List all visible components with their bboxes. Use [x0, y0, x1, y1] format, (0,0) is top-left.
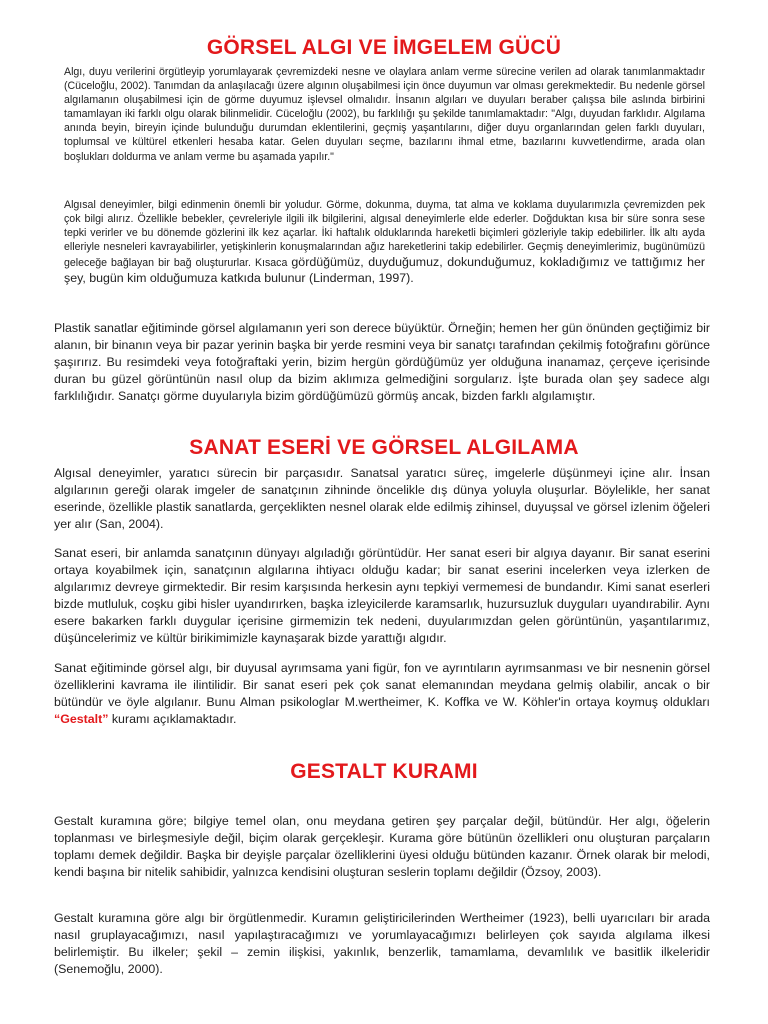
paragraph-algi-tanimi: Algı, duyu verilerini örgütleyip yorumlayarak çevremizdeki nesne ve olaylara anlam verme sürecine verilen ad olarak tanımlanmaktadır (Cüceloğlu, 2002). Tanımdan da anlaşılacağı üzere algının oluşabilmesi için önce duyumun var olması gerekmektedir. Bu nedenle görsel algılamanın oluşabilmesi için de görme duyumuz işlevsel olmalıdır. İnsanın algıları ve duyuları beraber çalışsa bile aslında birbirini tamamlayan iki farklı olgu olarak bilinmelidir. Cüceloğlu (2002), bu farklılığı şu şekilde tanımlamaktadır: "Algı, duyudan farklıdır. Algılama anında beyin, bireyin içinde bulunduğu durumdan eklentilerini, geçmiş yaşantılarını, diğer duyu organlarından gelen farklı duyuları, toplumsal ve kültürel etkenleri hesaba katar. Gelen duyuları seçme, bazılarını ihmal etme, bazılarını kuvvetlendirme, arada olan boşlukları doldurma ve anlam verme bu aşamada yapılır." [64, 66, 705, 163]
paragraph-algisal-deneyimler-part2: gördüğümüz, duyduğumuz, dokunduğumuz, kokladığımız ve tattığımız her şey, bugün kim olduğumuza katkıda bulunur (Linderman, 1997). [64, 255, 705, 286]
paragraph-sanat-egitimi-text: Sanat eğitiminde görsel algı, bir duyusal ayrımsama yani figür, fon ve ayrıntıların ayrımsanması ve bir nesnenin görsel özelliklerini kavrama ile ilintilidir. Bir sanat eseri pek çok sanat elemanından meydana gelmiş olabilir, ancak o bir bütündür ve öyle algılanır. Bunu Alman psikologlar M.wertheimer, K. Koffka ve W. Köhler'in ortaya koymuş oldukları [54, 661, 710, 709]
paragraph-sanat-egitimi-end: kuramı açıklamaktadır. [111, 711, 237, 726]
paragraph-algisal-deneyimler-part1: Algısal deneyimler, bilgi edinmenin önemli bir yoludur. Görme, dokunma, duyma, tat alma ve koklama duyularımızla çevremizden pek çok bilgi alırız. Özellikle bebekler, çevreleriyle ilgili ilk bilgilerini, algısal deneyimlerle elde ederler. Doğduktan kısa bir süre sonra sese tepki verirler ve bu dönemde gözlerini ilk kez açarlar. İki haftalık olduklarında hareketli biçimleri gözleriyle takip edebilirler. İlk altı ayda elleriyle nesneleri kavrayabilirler, yetişkinlerin konuşmalarından ağız hareketlerini takip edebilirler. Geçmiş deneyimlerimiz, bugünümüzü geleceğe bağlayan bir bağ oluştururlar. Kısaca [64, 199, 705, 270]
gestalt-highlight: “Gestalt” [54, 711, 109, 726]
section-title-gestalt: GESTALT KURAMI [290, 760, 478, 783]
paragraph-plastik-sanatlar: Plastik sanatlar eğitiminde görsel algılamanın yeri son derece büyüktür. Örneğin; hemen her gün önünden geçtiğimiz bir alanın, bir binanın veya bir pazar yerinin başka bir yerde resmini veya bir sanatçı tarafından çekilmiş fotoğrafını görünce şaşırırız. Bu resimdeki veya fotoğraftaki yerin, bizim hergün gördüğümüz yer olduğuna inanamaz, çerçeve içerisinde duran bu güzel görüntünün nasıl olup da bizim aklımıza gelmediğini sorgularız. İşte burada olan şey sadece algı farklılığıdır. Sanatçı görme duyularıyla bizim gördüğümüzü görmüş ancak, bizden farklı algılamıştır. [54, 321, 710, 403]
paragraph-sanat-egitimi [54, 660, 710, 728]
paragraph-sanat-eseri-algi: Sanat eseri, bir anlamda sanatçının dünyayı algıladığı görüntüdür. Her sanat eseri bir algıya dayanır. Bir sanat eserini ortaya koyabilmek için, sanatçının algılarına ihtiyacı olduğu kadar; bir sanat eserini incelerken veya izlerken de algılarımız devreye girmektedir. Bir resim karşısında herkesin aynı tepkiyi vermemesi de bundandır. Kimi sanat eserleri bizde mutluluk, coşku gibi hisler uyandırırken, başka izleyicilerde karamsarlık, huzursuzluk duyguları uyandırabilir. Aynı esere bakarken farklı duygular içerisine girmemizin tek nedeni, duyularımızdan gelen görüntünün, yaşantılarımız, düşüncelerimiz ve kültür birikimimizle kaynaşarak bizde yarattığı algıdır. [54, 546, 710, 645]
paragraph-yaratici-surec: Algısal deneyimler, yaratıcı sürecin bir parçasıdır. Sanatsal yaratıcı süreç, imgelerle düşünmeyi içine alır. İnsan algılarının gereği olarak imgeler de sanatçının zihninde öncelikle dış dünya yoluyla oluşurlar. Böylelikle, her sanat eserinde, özellikle plastik sanatlarda, gerçeklikten nesnel olarak elde edilmiş zihinsel, duyuşsal ve görsel izlenim öğeleri yer alır (San, 2004). [54, 466, 710, 531]
paragraph-algisal-deneyimler [64, 198, 705, 287]
section-title-gorsel-algi: GÖRSEL ALGI VE İMGELEM GÜCÜ [206, 36, 562, 59]
paragraph-gestalt-orgutlenme: Gestalt kuramına göre algı bir örgütlenmedir. Kuramın geliştiricilerinden Wertheimer (1923), belli uyarıcıları bir arada nasıl gruplayacağımızı, nasıl yapılaştıracağımızı ve yorumlayacağımızı belirleyen çok sayıda algılama ilkesi belirlemiştir. Bu ilkeler; şekil – zemin ilişkisi, yakınlık, benzerlik, tamamlama, devamlılık ve basitlik ilkeleridir (Senemoğlu, 2000). [54, 911, 710, 976]
paragraph-gestalt-butun: Gestalt kuramına göre; bilgiye temel olan, onu meydana getiren şey parçalar değil, bütündür. Her algı, öğelerin toplanması ve birleşmesiyle değil, biçim olarak gerçekleşir. Kurama göre bütünün özellikleri onu oluşturan parçaların toplamı demek değildir. Başka bir deyişle parçalar özelliklerini üyesi olduğu bütünden kazanır. Örnek olarak bir melodi, kendi başına bir nitelik sahibidir, yalnızca kendisini oluşturan seslerin toplamı değildir (Özsoy, 2003). [54, 814, 710, 879]
section-title-sanat-eseri: SANAT ESERİ VE GÖRSEL ALGILAMA [189, 436, 579, 459]
